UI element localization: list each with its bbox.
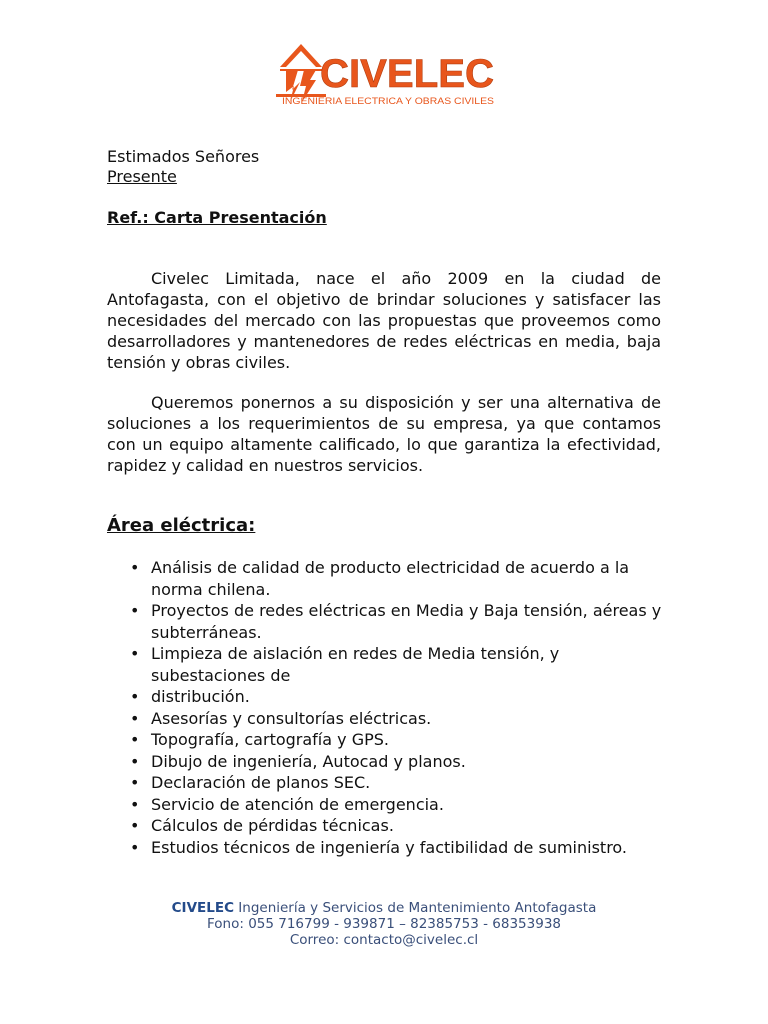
bullet-icon: • [130, 708, 140, 728]
intro-paragraph: Civelec Limitada, nace el año 2009 en la ciudad de Antofagasta, con el objetivo de brindar soluciones y satisfacer las necesidades del mercado con las propuestas que proveemos como desarrolladores y mantenedores de redes eléctricas en media, baja tensión y obras civiles. [107, 269, 661, 372]
list-item: • Proyectos de redes eléctricas en Media y Baja tensión, aéreas y subterráneas. [130, 601, 662, 642]
section-title: Área eléctrica: [107, 515, 256, 536]
list-item: • Análisis de calidad de producto electricidad de acuerdo a la norma chilena. [130, 558, 630, 599]
list-item: • Topografía, cartografía y GPS. [130, 730, 389, 749]
footer-email: Correo: contacto@civelec.cl [289, 932, 479, 948]
greeting-text: Estimados Señores [107, 147, 260, 166]
list-item: • Dibujo de ingeniería, Autocad y planos. [130, 751, 466, 771]
footer [0, 900, 768, 948]
lightning-tower-icon [276, 42, 498, 108]
footer-phone: Fono: 055 716799 - 939871 – 82385753 - 68353938 [207, 916, 561, 932]
greeting-block [107, 147, 259, 187]
bullet-icon: • [130, 644, 140, 663]
list-item: • Estudios técnicos de ingeniería y factibilidad de suministro. [130, 837, 628, 857]
bullet-icon: • [130, 687, 140, 706]
footer-line-1 [0, 900, 768, 916]
bullet-icon: • [130, 558, 140, 577]
list-item: • Declaración de planos SEC. [130, 773, 371, 792]
footer-description: Ingeniería y Servicios de Mantenimiento Antofagasta [233, 900, 597, 916]
bullet-icon: • [130, 601, 140, 620]
bullet-icon: • [130, 837, 140, 857]
bullet-icon: • [130, 794, 140, 814]
presente-text: Presente [107, 167, 177, 186]
bullet-icon: • [130, 751, 140, 771]
list-item: • Servicio de atención de emergencia. [130, 794, 444, 814]
reference-line: Ref.: Carta Presentación [107, 208, 327, 227]
bullet-icon: • [130, 730, 140, 749]
list-item: • distribución. [130, 687, 250, 706]
bullet-icon: • [130, 773, 140, 792]
bullet-icon: • [130, 816, 140, 835]
logo-name: CIVELEC [320, 52, 494, 96]
list-item: • Limpieza de aislación en redes de Media tensión, y subestaciones de [130, 644, 560, 685]
footer-brand: CIVELEC [171, 900, 234, 916]
list-item: • Asesorías y consultorías eléctricas. [130, 708, 432, 728]
company-logo [276, 42, 498, 108]
offer-paragraph: Queremos ponernos a su disposición y ser una alternativa de soluciones a los requerimientos de su empresa, ya que contamos con un equipo altamente calificado, lo que garantiza la efectividad, rapidez y calidad en nuestros servicios. [107, 393, 661, 475]
services-list [107, 557, 667, 858]
list-item: • Cálculos de pérdidas técnicas. [130, 816, 394, 835]
logo-tagline: INGENIERIA ELECTRICA Y OBRAS CIVILES [282, 96, 494, 107]
